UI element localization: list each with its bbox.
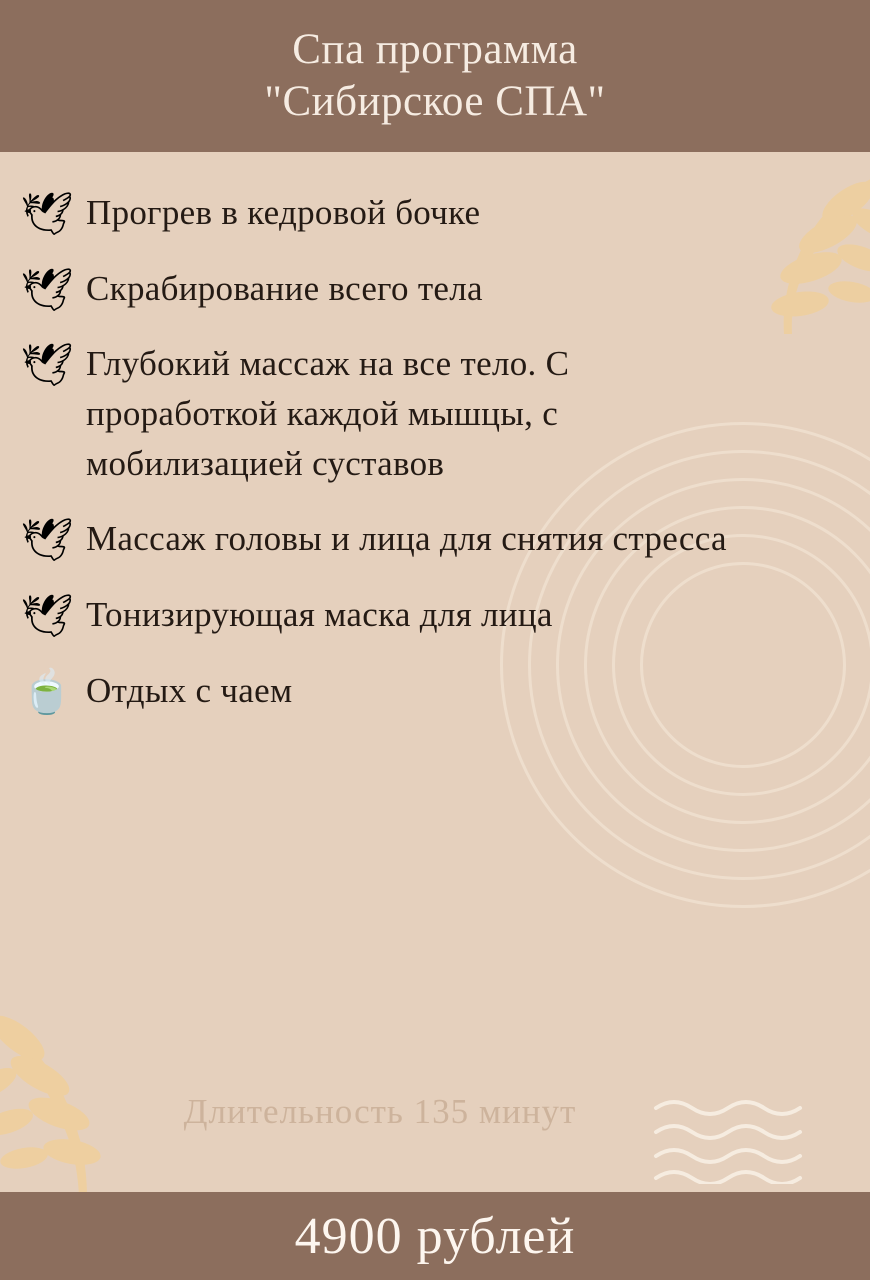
dove-icon: 🕊 bbox=[20, 267, 74, 314]
list-item bbox=[0, 264, 760, 314]
duration-text: Длительность 135 минут bbox=[183, 1092, 577, 1131]
service-text: Глубокий массаж на все тело. С проработкой каждой мышцы, с мобилизацией суставов bbox=[86, 344, 570, 483]
price-label: 4900 рублей bbox=[294, 1207, 576, 1265]
service-text: Прогрев в кедровой бочке bbox=[86, 193, 481, 232]
page-title-line-1: Спа программа bbox=[292, 25, 578, 73]
list-item bbox=[0, 514, 760, 564]
services-list bbox=[0, 188, 760, 742]
tea-cup-icon: 🍵 bbox=[20, 669, 74, 716]
poster-footer bbox=[0, 1192, 870, 1280]
list-item bbox=[0, 590, 760, 640]
dove-icon: 🕊 bbox=[20, 518, 74, 565]
service-text: Тонизирующая маска для лица bbox=[86, 595, 553, 635]
dove-icon: 🕊 bbox=[20, 192, 74, 238]
page-title-line-2: "Сибирское СПА" bbox=[264, 78, 606, 125]
list-item bbox=[0, 339, 760, 488]
list-item bbox=[0, 188, 760, 238]
poster-body bbox=[0, 152, 870, 1280]
dove-icon: 🕊 bbox=[20, 594, 74, 641]
service-text: Скрабирование всего тела bbox=[86, 268, 483, 308]
poster-header bbox=[0, 0, 870, 152]
dove-icon: 🕊 bbox=[20, 343, 74, 390]
list-item bbox=[0, 666, 760, 716]
service-text: Массаж головы и лица для снятия стресса bbox=[86, 519, 727, 559]
service-text: Отдых с чаем bbox=[86, 670, 293, 710]
